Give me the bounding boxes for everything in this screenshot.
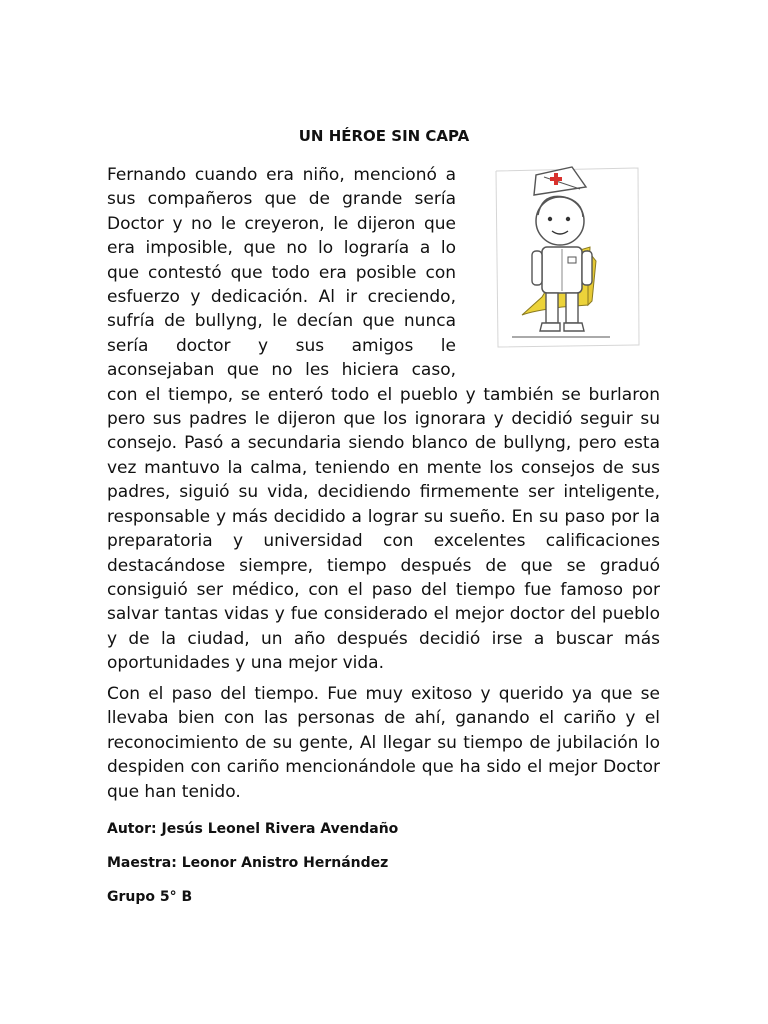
story-paragraph-2: Con el paso del tiempo. Fue muy exitoso y querido ya que se llevaba bien con las personas de ahí, ganando el cariño y el reconocimiento de su gente, Al llegar su tiempo de jubilación lo despiden con cariño mencionándole que ha sido el mejor Doctor que han tenido. bbox=[107, 684, 660, 802]
story-paragraph-1-text: Fernando cuando era niño, mencionó a sus compañeros que de grande sería Doctor y no le creyeron, le dijeron que era imposible, que no lo lograría a lo que contestó que todo era posible con esfuerzo y dedicación. Al ir creciendo, sufría de bullyng, le decían que nunca sería doctor y sus amigos le aconsejaban que no les hiciera caso, con el tiempo, se enteró todo el pueblo y también se burlaron pero sus padres le dijeron que los ignorara y decidió seguir su consejo. Pasó a secundaria siendo blanco de bullyng, pero esta vez mantuvo la calma, teniendo en mente los consejos de sus padres, siguió su vida, decidiendo firmemente ser inteligente, responsable y más decidido a lograr su sueño. En su paso por la preparatoria y universidad con excelentes calificaciones destacándose siempre, tiempo después de que se graduó consiguió ser médico, con el paso del tiempo fue famoso por salvar tantas vidas y fue considerado el mejor doctor del pueblo y de la ciudad, un año después decidió irse a buscar más oportunidades y una mejor vida. bbox=[107, 165, 660, 674]
illustration-frame bbox=[470, 165, 660, 365]
story-paragraph-1 bbox=[107, 163, 660, 676]
group-credit: Grupo 5° B bbox=[107, 889, 193, 905]
story-title: UN HÉROE SIN CAPA bbox=[298, 127, 470, 145]
doctor-hero-drawing-icon bbox=[492, 165, 642, 349]
teacher-credit: Maestra: Leonor Anistro Hernández bbox=[107, 855, 389, 871]
author-credit: Autor: Jesús Leonel Rivera Avendaño bbox=[107, 821, 399, 837]
